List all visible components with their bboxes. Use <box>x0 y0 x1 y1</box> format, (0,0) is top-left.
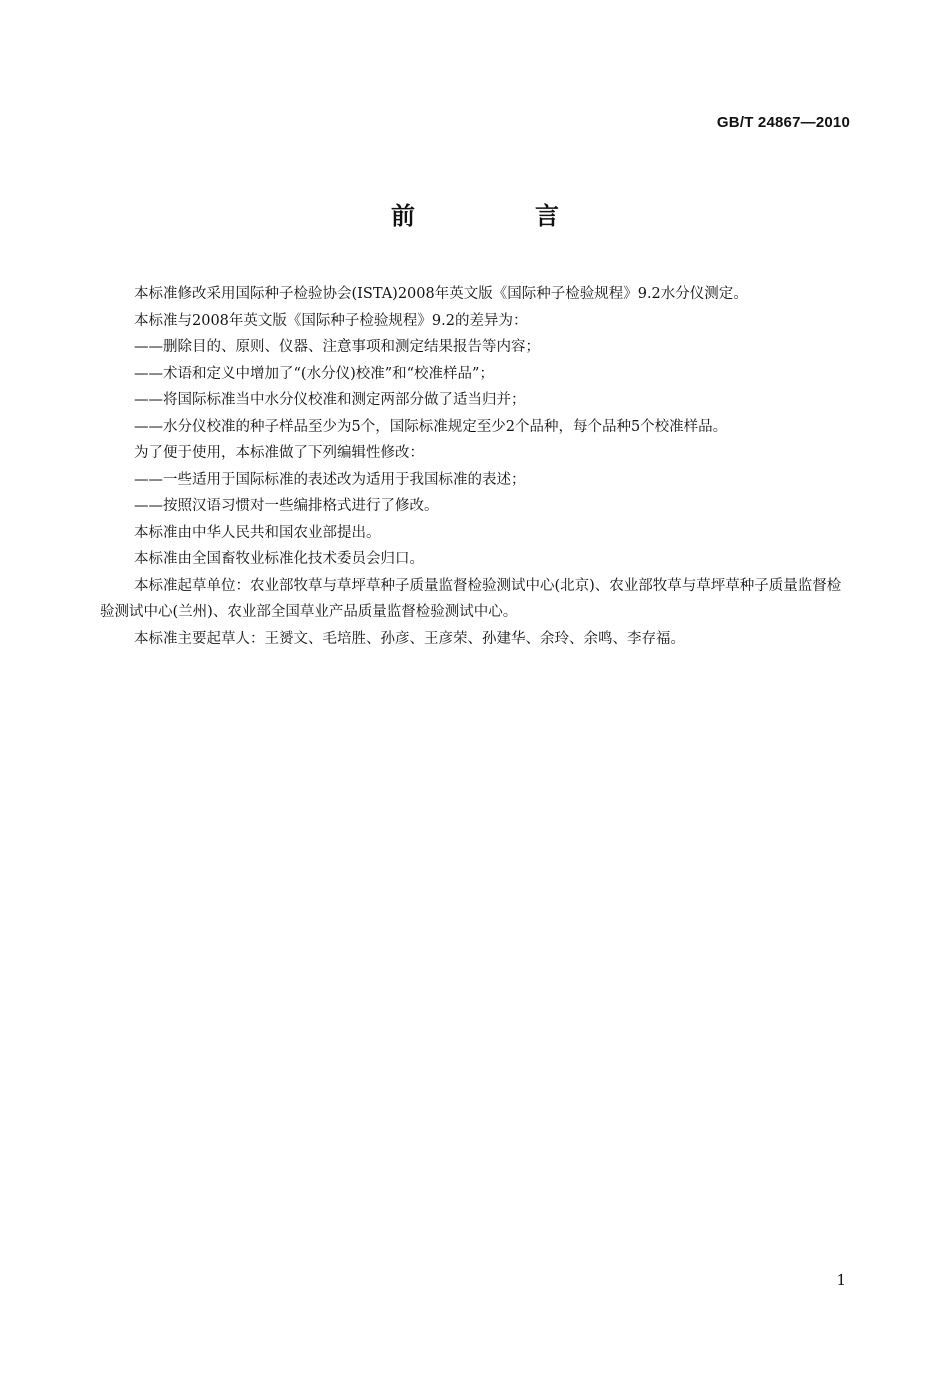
paragraph-committee: 本标准由全国畜牧业标准化技术委员会归口。 <box>134 551 424 567</box>
list-item: ——术语和定义中增加了“(水分仪)校准”和“校准样品”； <box>134 365 494 382</box>
paragraph-differences-intro: 本标准与2008年英文版《国际种子检验规程》9.2的差异为： <box>134 312 528 329</box>
document-body <box>100 281 852 652</box>
paragraph-editorial-intro: 为了便于使用，本标准做了下列编辑性修改： <box>134 445 424 461</box>
paragraph-proposer: 本标准由中华人民共和国农业部提出。 <box>134 524 381 541</box>
paragraph-drafting-units: 本标准起草单位：农业部牧草与草坪草种子质量监督检验测试中心(北京)、农业部牧草与草坪草种子质量监督检验测试中心(兰州)、农业部全国草业产品质量监督检验测试中心。 <box>100 577 842 620</box>
list-item: ——删除目的、原则、仪器、注意事项和测定结果报告等内容； <box>134 339 540 355</box>
paragraph-drafters: 本标准主要起草人：王赟文、毛培胜、孙彦、王彦荣、孙建华、余玲、余鸣、李存福。 <box>134 630 685 647</box>
page-number: 1 <box>836 1271 846 1289</box>
list-item: ——水分仪校准的种子样品至少为5个，国际标准规定至少2个品种，每个品种5个校准样品。 <box>134 418 728 435</box>
standard-code: GB/T 24867—2010 <box>716 114 850 131</box>
list-item: ——一些适用于国际标准的表述改为适用于我国标准的表述； <box>134 471 526 488</box>
paragraph-adoption: 本标准修改采用国际种子检验协会(ISTA)2008年英文版《国际种子检验规程》9.2水分仪测定。 <box>134 286 748 302</box>
list-item: ——按照汉语习惯对一些编排格式进行了修改。 <box>134 498 439 514</box>
page-title: 前 言 <box>391 202 607 230</box>
list-item: ——将国际标准当中水分仪校准和测定两部分做了适当归并； <box>134 392 526 408</box>
